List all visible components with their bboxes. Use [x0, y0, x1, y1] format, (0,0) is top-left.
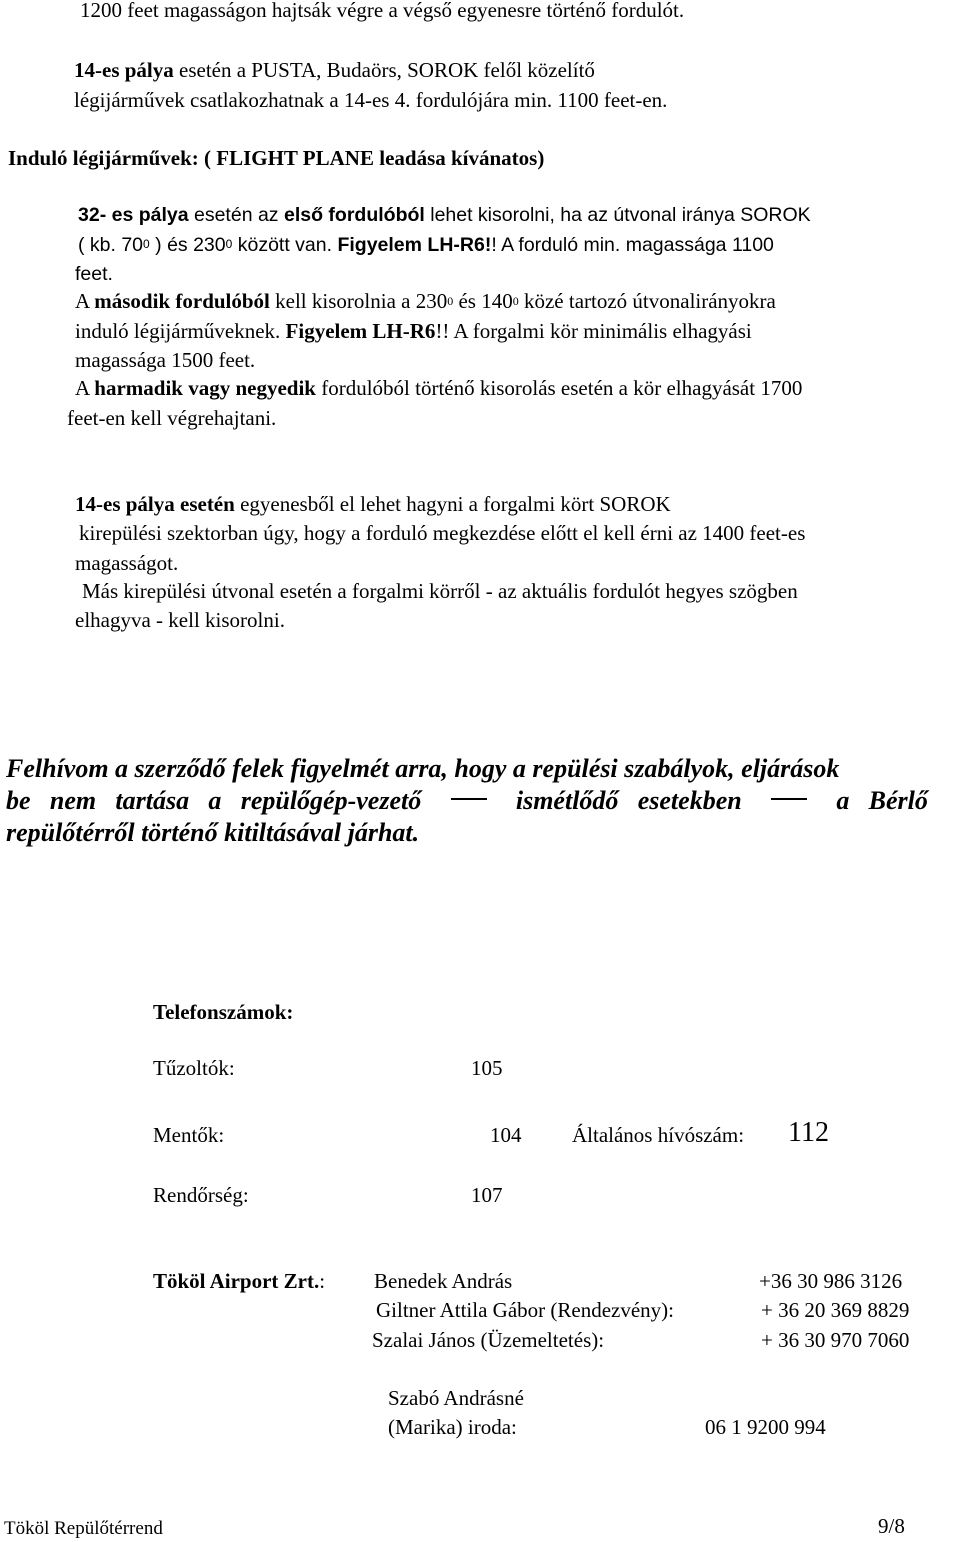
text-line: induló légijárműveknek. Figyelem LH-R6!! A forgalmi kör minimális elhagyási — [75, 319, 752, 343]
text-line: 32- es pálya esetén az első fordulóból lehet kisorolni, ha az útvonal iránya SOROK — [78, 204, 811, 226]
text-line: feet-en kell végrehajtani. — [67, 406, 277, 430]
text-line: feet. — [75, 263, 113, 285]
bold-phrase: első fordulóból — [283, 204, 425, 226]
fire-number: 105 — [471, 1056, 503, 1080]
general-emergency-label: Általános hívószám: — [572, 1123, 745, 1147]
police-label: Rendőrség: — [153, 1183, 249, 1207]
text-line: A második fordulóból kell kisorolnia a $230^0$ és $140^0$ közé tartozó útvonalirányokra — [75, 289, 776, 313]
police-number: 107 — [471, 1183, 503, 1207]
contact-name: Giltner Attila Gábor (Rendezvény): — [376, 1298, 674, 1322]
text-line: légijárművek csatlakozhatnak a 14-es 4. fordulójára min. 1100 feet-en. — [74, 88, 668, 112]
text-line: elhagyva - kell kisorolni. — [75, 608, 285, 632]
bold-phrase: második fordulóból — [94, 289, 270, 313]
text-line: magassága 1500 feet. — [75, 348, 256, 372]
text-span: esetén a PUSTA, Budaörs, SOROK felől közelítő — [173, 58, 595, 82]
contact-name: (Marika) iroda: — [388, 1415, 517, 1439]
contact-phone: 06 1 9200 994 — [705, 1415, 826, 1439]
em-dash — [451, 798, 487, 800]
text-line: ( kb. $70^0$ ) és $230^0$ között van. Figyelem LH-R6!! A forduló min. magassága 1100 — [78, 234, 774, 256]
text-line: magasságot. — [75, 551, 179, 575]
bold-phrase: harmadik vagy negyedik — [94, 376, 316, 400]
ambulance-number: 104 — [490, 1123, 522, 1147]
warning-line: repülőtérről történő kitiltásával járhat. — [6, 818, 420, 847]
text-line: kirepülési szektorban úgy, hogy a forduló megkezdése előtt el kell érni az 1400 feet-es — [79, 521, 806, 545]
text-line: 1200 feet magasságon hajtsák végre a végső egyenesre történő fordulót. — [80, 0, 685, 22]
contact-phone: + 36 30 970 7060 — [761, 1328, 910, 1352]
ambulance-label: Mentők: — [153, 1123, 225, 1147]
text-line: 14-es pálya esetén egyenesből el lehet hagyni a forgalmi kört SOROK — [75, 492, 671, 516]
bold-phrase: 14-es pálya esetén — [75, 492, 235, 516]
bold-phrase: 32- es pálya — [78, 204, 189, 226]
departing-heading: Induló légijárművek: ( FLIGHT PLANE leadása kívánatos) — [8, 146, 545, 170]
text-line: Más kirepülési útvonal esetén a forgalmi körről - az aktuális fordulót hegyes szögben — [82, 579, 798, 603]
bold-phrase: Figyelem LH-R6! — [337, 234, 492, 256]
phones-heading: Telefonszámok: — [153, 1000, 294, 1024]
company-name: Tököl Airport Zrt.: — [153, 1269, 326, 1293]
contact-phone: +36 30 986 3126 — [759, 1269, 903, 1293]
general-emergency-number: 112 — [788, 1117, 829, 1148]
contact-phone: + 36 20 369 8829 — [761, 1298, 910, 1322]
fire-label: Tűzoltók: — [153, 1056, 235, 1080]
footer-title: Tököl Repülőtérrend — [4, 1518, 163, 1539]
bold-phrase: 14-es pálya — [74, 58, 174, 82]
contact-name: Szabó Andrásné — [388, 1386, 524, 1410]
contact-name: Szalai János (Üzemeltetés): — [372, 1328, 605, 1352]
em-dash — [771, 798, 807, 800]
contact-name: Benedek András — [374, 1269, 513, 1293]
bold-phrase: Figyelem LH-R6 — [285, 319, 436, 343]
text-line: A harmadik vagy negyedik fordulóból történő kisorolás esetén a kör elhagyását 1700 — [75, 376, 803, 400]
warning-line: be nem tartása a repülőgép-vezető ismétlődő esetekben a Bérlő — [6, 786, 928, 815]
warning-line: Felhívom a szerződő felek figyelmét arra, hogy a repülési szabályok, eljárások — [6, 754, 840, 783]
page-number: 9/8 — [878, 1514, 905, 1538]
text-line — [74, 57, 595, 83]
